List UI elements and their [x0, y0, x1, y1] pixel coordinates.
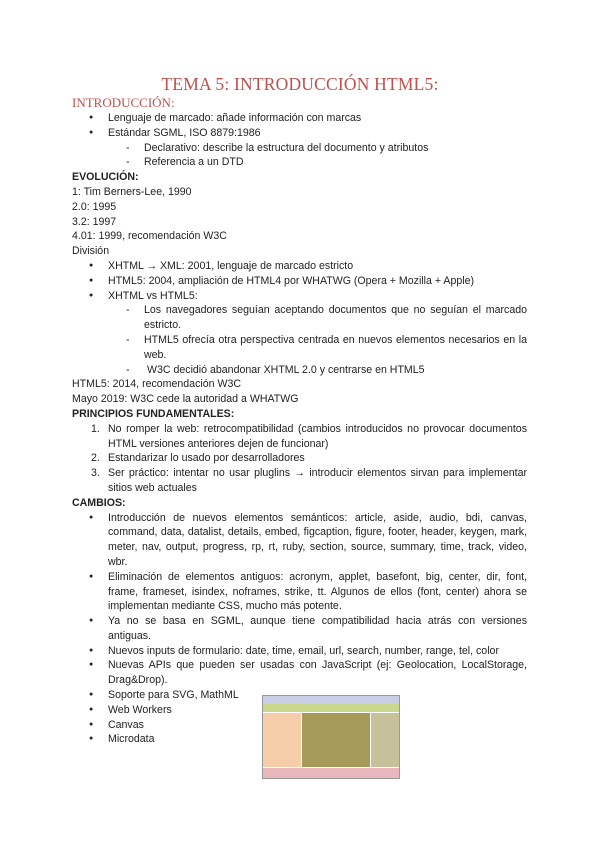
- evolucion-heading: EVOLUCIÓN:: [72, 171, 139, 184]
- diagram-aside-right-block: [371, 713, 399, 767]
- list-item: ● Microdata: [108, 732, 527, 747]
- diagram-header-block: [263, 696, 399, 704]
- sub-list-item: - W3C decidió abandonar XHTML 2.0 y centrarse en HTML5: [144, 363, 527, 378]
- intro-sublist: [108, 141, 527, 171]
- principios-heading: PRINCIPIOS FUNDAMENTALES:: [72, 407, 235, 420]
- division-label: División: [72, 245, 110, 258]
- list-item: ● Nuevas APIs que pueden ser usadas con JavaScript (ej: Geolocation, LocalStorage, Drag&Drop).: [108, 658, 527, 688]
- evolucion-line: 2.0: 1995: [72, 200, 117, 213]
- list-item-text: Estándar SGML, ISO 8879:1986: [108, 126, 261, 139]
- xhtml-vs-html5-sublist: [108, 303, 527, 377]
- list-item: ● Soporte para SVG, MathML: [108, 688, 527, 703]
- intro-list: [72, 111, 527, 170]
- numbered-item: [91, 451, 527, 466]
- list-item: ● Ya no se basa en SGML, aunque tiene compatibilidad hacia atrás con versiones antiguas.: [108, 614, 527, 644]
- list-item: ● Lenguaje de marcado: añade información con marcas: [108, 111, 527, 126]
- evolucion-after-line: Mayo 2019: W3C cede la autoridad a WHATWG: [72, 393, 299, 406]
- html5-layout-diagram: [262, 695, 400, 779]
- item-number: 3.: [91, 467, 100, 480]
- list-item: ● XHTML → XML: 2001, lenguaje de marcado estricto: [108, 259, 527, 274]
- evolucion-after-line: HTML5: 2014, recomendación W3C: [72, 378, 241, 391]
- evolucion-line: 4.01: 1999, recomendación W3C: [72, 230, 227, 243]
- list-item: [108, 126, 527, 170]
- principios-list: [72, 422, 527, 496]
- numbered-item: [91, 422, 527, 452]
- document-body: [72, 111, 527, 747]
- list-item: ● Canvas: [108, 718, 527, 733]
- item-number: 2.: [91, 452, 100, 465]
- sub-list-item: - Los navegadores seguían aceptando documentos que no seguían el marcado estricto.: [144, 303, 527, 333]
- list-item: ● Web Workers: [108, 703, 527, 718]
- diagram-aside-left-block: [263, 713, 301, 767]
- sub-list-item: - Declarativo: describe la estructura del documento y atributos: [144, 141, 527, 156]
- list-item: ● HTML5: 2004, ampliación de HTML4 por WHATWG (Opera + Mozilla + Apple): [108, 274, 527, 289]
- list-item-text: XHTML vs HTML5:: [108, 289, 198, 302]
- diagram-section-block: [302, 713, 370, 767]
- intro-heading: INTRODUCCIÓN:: [72, 95, 175, 110]
- item-number: 1.: [91, 422, 100, 435]
- list-item: ● Nuevos inputs de formulario: date, time, email, url, search, number, range, tel, color: [108, 644, 527, 659]
- page-title: TEMA 5: INTRODUCCIÓN HTML5:: [161, 74, 439, 94]
- evolucion-line: 1: Tim Berners-Lee, 1990: [72, 185, 192, 198]
- sub-list-item: - Referencia a un DTD: [144, 155, 527, 170]
- cambios-heading: CAMBIOS:: [72, 496, 126, 509]
- numbered-item: [91, 466, 527, 496]
- item-text: Estandarizar lo usado por desarrolladores: [108, 452, 305, 465]
- division-list: [72, 259, 527, 377]
- evolucion-line: 3.2: 1997: [72, 215, 117, 228]
- diagram-nav-block: [263, 704, 399, 712]
- list-item: ● Eliminación de elementos antiguos: acronym, applet, basefont, big, center, dir, font, frame, frameset, isindex, noframes, strike, tt. Algunos de ellos (font, center) ahora se implementan mediante CSS, mucho más potente.: [108, 570, 527, 614]
- list-item: ● Introducción de nuevos elementos semánticos: article, aside, audio, bdi, canvas, command, data, datalist, details, embed, figcaption, figure, footer, header, keygen, mark, meter, nav, output, progress, rp, rt, ruby, section, source, summary, time, track, video, wbr.: [108, 511, 527, 570]
- list-item: [108, 289, 527, 378]
- item-text: No romper la web: retrocompatibilidad (cambios introducidos no provocar documentos HTML versiones anteriores dejen de funcionar): [108, 422, 527, 450]
- diagram-footer-block: [263, 768, 399, 778]
- sub-list-item: - HTML5 ofrecía otra perspectiva centrada en nuevos elementos necesarios en la web.: [144, 333, 527, 363]
- item-text: Ser práctico: intentar no usar pluglins → introducir elementos sirvan para implementar sitios web actuales: [108, 467, 527, 494]
